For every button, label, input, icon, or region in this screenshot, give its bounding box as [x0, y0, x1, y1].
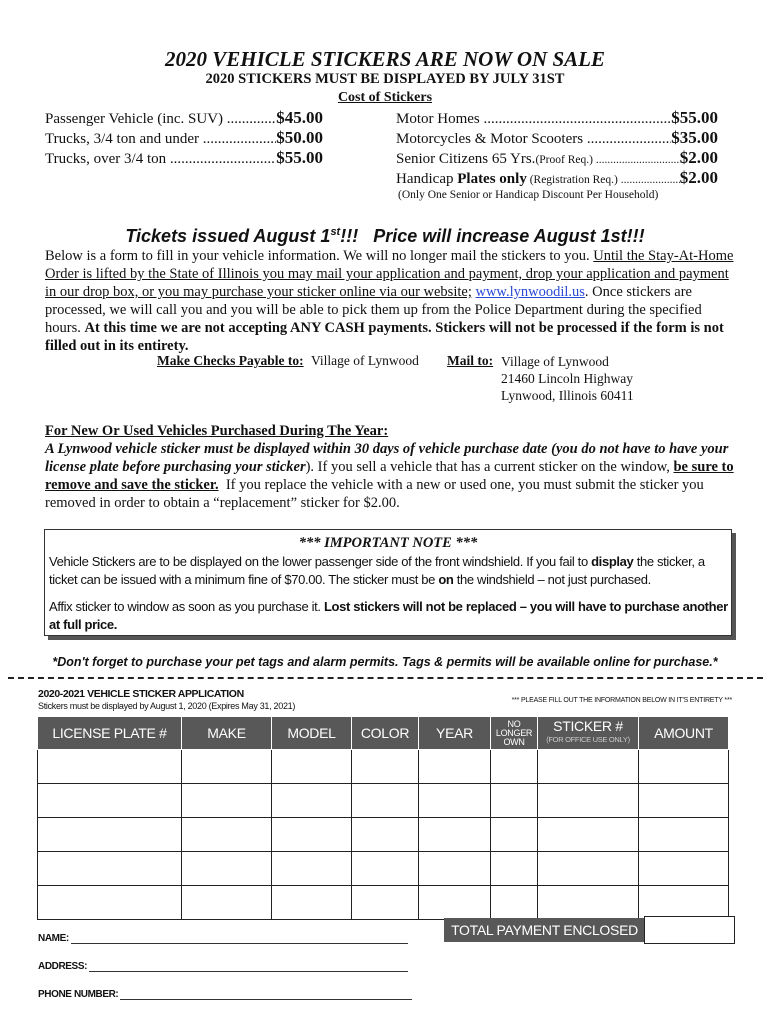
intro-bold: At this time we are not accepting ANY CASH payments. Stickers will not be processed if the form is not filled out in its entirety. [45, 320, 724, 354]
discount-note: (Only One Senior or Handicap Discount Per Household) [398, 189, 659, 201]
tickets-notice [0, 226, 770, 247]
price-item [396, 128, 718, 148]
address-field[interactable] [38, 961, 408, 972]
tickets-text: Tickets issued August 1 [125, 226, 331, 246]
price-label: Trucks, 3/4 ton and under ..... [45, 131, 276, 148]
amount-cell[interactable] [639, 852, 729, 886]
checks-payee: Village of Lynwood [310, 353, 419, 368]
model-cell[interactable] [272, 852, 352, 886]
sticker-cell [538, 784, 639, 818]
sticker-cell [538, 750, 639, 784]
table-row [38, 852, 729, 886]
plate-cell[interactable] [38, 750, 182, 784]
intro-text: Below is a form to fill in your vehicle information. We will no longer mail the stickers to you. [45, 248, 594, 264]
col-amount: AMOUNT [639, 717, 729, 750]
tickets-text-2: !!! Price will increase August 1st!!! [340, 226, 645, 246]
amount-cell[interactable] [639, 750, 729, 784]
application-title: 2020-2021 VEHICLE STICKER APPLICATION [38, 688, 244, 700]
plate-cell[interactable] [38, 886, 182, 920]
remove-sticker-warning: be sure to remove and save the sticker. [45, 459, 734, 493]
price-label: Senior Citizens 65 Yrs. [396, 151, 536, 167]
address-line: 21460 Lincoln Highway [501, 371, 633, 386]
note-text: the sticker, a ticket can be issued with a minimum fine of $70.00. The sticker must be [49, 554, 705, 587]
vehicle-table [37, 716, 729, 920]
color-cell[interactable] [352, 750, 419, 784]
reminder-text: *Don't forget to purchase your pet tags and alarm permits. Tags & permits will be available online for purchase.* [52, 655, 718, 669]
phone-label: PHONE NUMBER: [38, 989, 119, 1000]
office-use-label: (FOR OFFICE USE ONLY) [546, 735, 630, 744]
website-link[interactable]: www.lynwoodil.us [475, 284, 585, 300]
no-longer-own-cell[interactable] [491, 886, 538, 920]
no-longer-own-cell[interactable] [491, 784, 538, 818]
table-row [38, 784, 729, 818]
important-note-title: *** IMPORTANT NOTE *** [298, 535, 478, 551]
intro-paragraph [45, 247, 735, 355]
model-cell[interactable] [272, 818, 352, 852]
price-amount: $35.00 [671, 128, 718, 147]
year-cell[interactable] [419, 818, 491, 852]
cost-heading: Cost of Stickers [337, 90, 433, 105]
note-paragraph-1 [49, 553, 729, 588]
note-text: Affix sticker to window as soon as you purchase it. [49, 599, 324, 614]
address-line-input[interactable] [89, 962, 408, 972]
plate-cell[interactable] [38, 818, 182, 852]
col-model: MODEL [272, 717, 352, 750]
phone-field[interactable] [38, 989, 412, 1000]
new-used-bold-italic: A Lynwood vehicle sticker must be displayed within 30 days of vehicle purchase date (you do not have to have your license plate before purchasing your sticker [45, 441, 729, 475]
sticker-cell [538, 818, 639, 852]
total-payment-field[interactable] [644, 916, 735, 944]
important-note-box [44, 529, 732, 636]
price-label: Motor Homes ..... [396, 111, 671, 128]
note-text: the windshield – not just purchased. [453, 571, 651, 587]
name-line[interactable] [71, 934, 408, 944]
no-longer-own-cell[interactable] [491, 818, 538, 852]
plate-cell[interactable] [38, 852, 182, 886]
model-cell[interactable] [272, 886, 352, 920]
checks-payable [157, 353, 419, 369]
year-cell[interactable] [419, 750, 491, 784]
make-cell[interactable] [182, 784, 272, 818]
amount-cell[interactable] [639, 886, 729, 920]
amount-cell[interactable] [639, 784, 729, 818]
make-cell[interactable] [182, 750, 272, 784]
new-used-text-2: If you replace the vehicle with a new or used one, you must submit the sticker you removed in order to obtain a “replacement” sticker for $2.00. [45, 477, 708, 511]
price-label: Motorcycles & Motor Scooters ..... [396, 131, 671, 148]
price-note: (Proof Req.) ..... [535, 154, 679, 166]
color-cell[interactable] [352, 886, 419, 920]
price-amount: $55.00 [276, 148, 323, 167]
price-list-left [45, 108, 323, 168]
price-item [45, 148, 323, 168]
price-note: (Registration Req.) ..... [527, 174, 680, 186]
total-label-text: TOTAL PAYMENT ENCLOSED [451, 922, 638, 938]
price-label-bold: Plates only [457, 171, 527, 187]
year-cell[interactable] [419, 886, 491, 920]
col-year: YEAR [419, 717, 491, 750]
display-deadline: 2020 STICKERS MUST BE DISPLAYED BY JULY 31ST [205, 71, 565, 87]
price-amount: $45.00 [276, 108, 323, 127]
col-license-plate: LICENSE PLATE # [38, 717, 182, 750]
name-label: NAME: [38, 933, 69, 944]
sticker-cell [538, 852, 639, 886]
model-cell[interactable] [272, 784, 352, 818]
make-cell[interactable] [182, 818, 272, 852]
fill-out-note: *** PLEASE FILL OUT THE INFORMATION BELOW IN IT'S ENTIRETY *** [511, 697, 732, 704]
no-longer-own-cell[interactable] [491, 750, 538, 784]
price-item [45, 128, 323, 148]
note-text: Vehicle Stickers are to be displayed on the lower passenger side of the front windshield. If you fail to [49, 554, 592, 569]
price-item [396, 148, 718, 168]
table-row [38, 750, 729, 784]
amount-cell[interactable] [639, 818, 729, 852]
address-label: ADDRESS: [38, 961, 88, 972]
mail-label: Mail to: [447, 353, 494, 368]
no-longer-own-cell[interactable] [491, 852, 538, 886]
color-cell[interactable] [352, 852, 419, 886]
year-cell[interactable] [419, 852, 491, 886]
price-amount: $2.00 [679, 148, 718, 167]
name-field[interactable] [38, 933, 408, 944]
price-label: Handicap [396, 171, 458, 187]
col-color: COLOR [352, 717, 419, 750]
address-line: Village of Lynwood [501, 354, 609, 369]
price-label: Trucks, over 3/4 ton ..... [45, 151, 276, 168]
sticker-label: STICKER # [553, 718, 623, 734]
color-cell[interactable] [352, 818, 419, 852]
col-no-longer-own: NO LONGER OWN [491, 717, 538, 750]
sticker-cell [538, 886, 639, 920]
price-item [396, 168, 718, 189]
tickets-sup: st [330, 226, 341, 238]
application-subtitle: Stickers must be displayed by August 1, 2020 (Expires May 31, 2021) [38, 701, 296, 711]
checks-label: Make Checks Payable to: [157, 353, 304, 368]
color-cell[interactable] [352, 784, 419, 818]
phone-line[interactable] [120, 990, 412, 1000]
note-bold: on [438, 571, 454, 587]
mail-address [501, 353, 634, 404]
cut-line [8, 677, 763, 679]
price-item [45, 108, 323, 128]
col-sticker [538, 717, 639, 750]
note-bold: display [591, 554, 634, 569]
price-label: Passenger Vehicle (inc. SUV) ..... [45, 111, 276, 128]
mail-to-label [447, 353, 493, 369]
intro-underlined: Until the Stay-At-Home Order is lifted by the State of Illinois you may mail your application and payment, drop your application and payment in our drop box, or you may purchase your sticker online via our website; [45, 248, 734, 300]
new-used-heading: For New Or Used Vehicles Purchased During The Year: [45, 423, 389, 439]
note-bold: Lost stickers will not be replaced – you will have to purchase another at full price. [49, 599, 728, 632]
plate-cell[interactable] [38, 784, 182, 818]
page-title: 2020 VEHICLE STICKERS ARE NOW ON SALE [165, 47, 605, 71]
price-item [396, 108, 718, 128]
price-amount: $50.00 [276, 128, 323, 147]
table-row [38, 886, 729, 920]
table-row [38, 818, 729, 852]
year-cell[interactable] [419, 784, 491, 818]
table-header-row [38, 717, 729, 750]
model-cell[interactable] [272, 750, 352, 784]
make-cell[interactable] [182, 886, 272, 920]
note-paragraph-2 [49, 598, 729, 633]
make-cell[interactable] [182, 852, 272, 886]
col-make: MAKE [182, 717, 272, 750]
new-used-text: ). If you sell a vehicle that has a current sticker on the window, [305, 459, 674, 475]
new-used-section [45, 422, 735, 512]
price-amount: $2.00 [679, 168, 718, 187]
price-list-right [396, 108, 718, 201]
intro-text-2: . Once stickers are processed, we will call you and you will be able to pick them up from the Police Department during the specified hours. [45, 284, 702, 336]
address-line: Lynwood, Illinois 60411 [501, 388, 634, 403]
price-amount: $55.00 [671, 108, 718, 127]
